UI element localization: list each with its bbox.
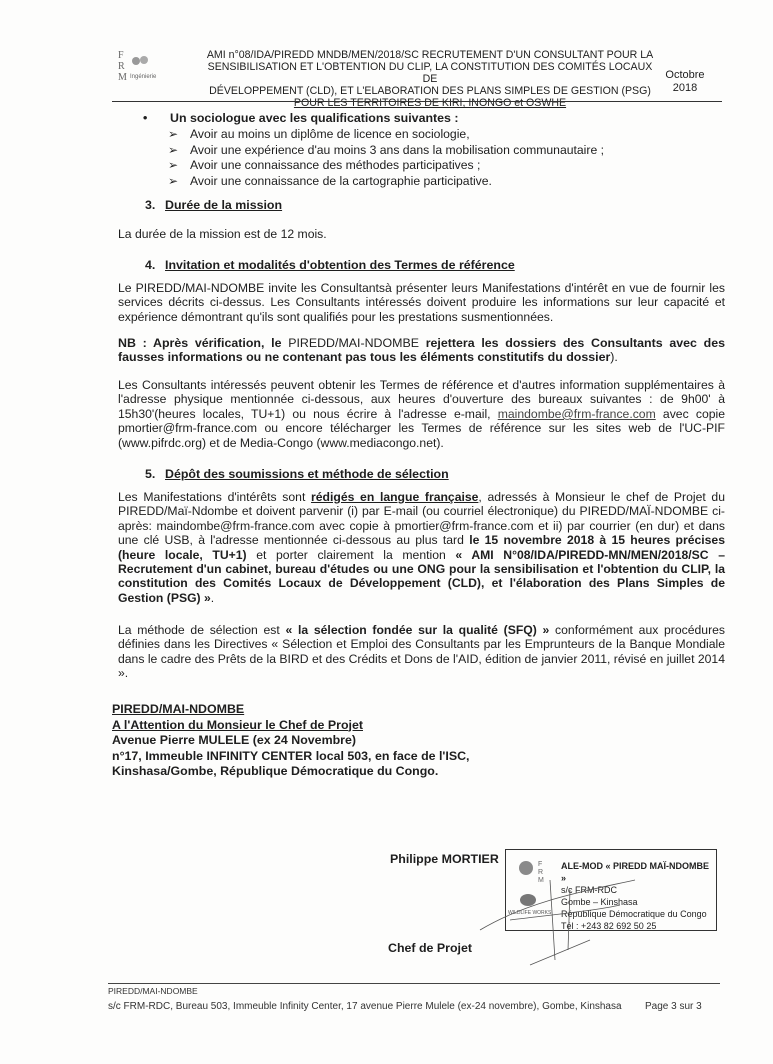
list-item <box>168 143 728 159</box>
paragraph-text: et porter clairement la mention <box>246 547 456 562</box>
stamp-line: République Démocratique du Congo <box>561 909 707 919</box>
selection-method: « la sélection fondée sur la qualité (SFQ) » <box>285 623 550 637</box>
nb-label: NB : <box>118 336 154 350</box>
arrow-icon: ➢ <box>168 142 179 157</box>
nb-text: rejettera les dossiers des Consultants avec des fausses informations ou ne contenant pas tous les éléments constitutifs du dossier <box>118 336 725 365</box>
header-date <box>650 69 720 95</box>
footer-org: PIREDD/MAI-NDOMBE <box>108 986 198 996</box>
sociologue-heading <box>143 111 459 125</box>
language-requirement: rédigés en langue française <box>311 490 479 504</box>
date-year: 2018 <box>672 82 698 94</box>
frm-logo <box>116 50 176 90</box>
section-3-heading <box>145 198 282 212</box>
paragraph-text: Les Consultants intéressés peuvent obtenir les Termes de référence et d'autres information supplémentaires à l'adresse physique mentionnée ci-dessous, aux heures d'ouverture des bureaux suivantes : de 9h00' à 15h30'(heures locales, TU+1) ou nous écrire à l'adresse e-mail, <box>118 378 725 421</box>
address-block <box>112 702 469 780</box>
duration-text: La durée de la mission est de 12 mois. <box>118 227 327 241</box>
date-month: Octobre <box>665 69 705 81</box>
logo-caption: Ingénierie <box>130 74 157 80</box>
section-number: 4. <box>145 258 156 272</box>
arrow-icon: ➢ <box>168 127 179 141</box>
address-line: Avenue Pierre MULELE (ex 24 Novembre) <box>112 733 356 747</box>
deadline: le 15 novembre 2018 à 15 heures précises (heure locale, TU+1) <box>118 533 725 562</box>
logo-letter: F <box>118 50 124 61</box>
subject-mention: « AMI N°08/IDA/PIREDD-MN/MEN/2018/SC – Recrutement d'un cabinet, bureau d'études ou une ONG pour la sensibilisation et l'obtention du CLIP, la constitution des Comités Locaux de Développement (CLD), et l'élaboration des Plans Simples de Gestion (PSG) » <box>118 547 725 605</box>
arrow-icon: ➢ <box>168 173 179 188</box>
submission-paragraph <box>118 490 725 605</box>
email-link[interactable]: maindombe@frm-france.com <box>497 406 656 421</box>
section-title: Invitation et modalités d'obtention des Termes de référence <box>165 258 515 272</box>
document-title <box>205 49 655 109</box>
list-item-text: Avoir une expérience d'au moins 3 ans dans la mobilisation communautaire ; <box>190 142 604 157</box>
list-item <box>168 158 728 174</box>
selection-method-paragraph <box>118 623 725 681</box>
invitation-paragraph: Le PIREDD/MAI-NDOMBE invite les Consultantsà présenter leurs Manifestations d'intérêt en vue de fournir les services décrits ci-dessus. Les Consultants intéressés doivent produire les informations sur leur capacité et expérience démontrant qu'ils sont qualifiés pour les prestations susmentionnées. <box>118 281 725 324</box>
section-4-heading <box>145 258 515 272</box>
arrow-icon: ➢ <box>168 158 179 172</box>
stamp-line: ALE-MOD « PIREDD MAÏ-NDOMBE » <box>561 861 709 883</box>
list-item-text: Avoir au moins un diplôme de licence en sociologie, <box>190 127 470 141</box>
qualification-list <box>168 127 728 189</box>
list-item-text: Avoir une connaissance de la cartographie participative. <box>190 173 492 188</box>
address-org: PIREDD/MAI-NDOMBE <box>112 702 245 716</box>
sociologue-heading-text: Un sociologue avec les qualifications suivantes : <box>170 111 459 125</box>
section-number: 3. <box>145 198 156 212</box>
list-item <box>168 127 728 143</box>
footer-address: s/c FRM-RDC, Bureau 503, Immeuble Infinity Center, 17 avenue Pierre Mulele (ex-24 novembre), Gombe, Kinshasa <box>108 1001 622 1012</box>
stamp-line: Tél : +243 82 692 50 25 <box>561 921 657 931</box>
stamp-line: s/c FRM-RDC <box>561 885 617 895</box>
header-divider <box>112 101 722 102</box>
list-item-text: Avoir une connaissance des méthodes participatives ; <box>190 158 481 172</box>
section-title: Durée de la mission <box>165 198 283 212</box>
section-title: Dépôt des soumissions et méthode de sélection <box>165 467 449 481</box>
paragraph-text: La méthode de sélection est <box>118 623 286 637</box>
logo-letter: R <box>118 61 125 72</box>
logo-letters <box>118 50 127 83</box>
stamp-line: Gombe – Kinshasa <box>561 897 638 907</box>
paragraph-text: Les Manifestations d'intérêts sont <box>118 490 312 504</box>
world-map-icon <box>130 54 150 68</box>
signatory-role: Chef de Projet <box>388 941 472 955</box>
bullet-icon: • <box>143 111 148 125</box>
paragraph-text: conformément aux procédures définies dans les Directives « Sélection et Emploi des Consultants par les Emprunteurs de la Banque Mondiale dans le cadre des Prêts de la BIRD et des Crédits et Dons de l'AID, édition de janvier 2011, révisé en juillet 2014 ». <box>118 623 726 681</box>
section-5-heading <box>145 467 449 481</box>
nb-org: PIREDD/MAI-NDOMBE <box>288 336 419 350</box>
title-line: AMI n°08/IDA/PIREDD MNDB/MEN/2018/SC RECRUTEMENT D'UN CONSULTANT POUR LA <box>206 49 654 61</box>
footer-divider <box>108 983 720 984</box>
logo-letter: M <box>118 72 127 83</box>
svg-text:F: F <box>538 861 543 868</box>
paragraph-text: . <box>210 590 215 605</box>
list-item <box>168 174 728 190</box>
nb-paragraph <box>118 336 725 365</box>
paragraph-text: , adressés à Monsieur le chef de Projet du PIREDD/Maï-Ndombe et doivent parvenir (i) par E-mail (ou courriel électronique) du PIREDD/MAÏ-NDOMBE ci-après: maindombe@frm-france.com avec copie à pmortier@frm-france.com et ii) par courrier (en dur) et dans une clé USB, à l'adresse mentionnée ci-dessous au plus tard <box>118 490 725 548</box>
svg-text:M: M <box>538 877 544 884</box>
address-line: Kinshasa/Gombe, République Démocratique du Congo. <box>112 764 439 778</box>
handwritten-signature <box>470 860 640 970</box>
stamp-logo-text: WILDLIFE WORKS <box>508 910 552 916</box>
address-attention: A l'Attention du Monsieur le Chef de Projet <box>112 717 363 732</box>
paragraph-text: avec copie pmortier@frm-france.com ou encore télécharger les Termes de référence sur les sites web de l'UC-PIF (www.pifrdc.org) et de Media-Congo (www.mediacongo.net). <box>118 406 725 450</box>
terms-paragraph <box>118 378 725 450</box>
title-line: SENSIBILISATION ET L'OBTENTION DU CLIP, LA CONSTITUTION DES COMITÉS LOCAUX DE <box>207 61 653 85</box>
nb-text: Après vérification, le <box>153 336 289 350</box>
title-line: POUR LES TERRITOIRES DE KIRI, INONGO et OSWHE <box>293 97 567 109</box>
title-line: DÉVELOPPEMENT (CLD), ET L'ELABORATION DES PLANS SIMPLES DE GESTION (PSG) <box>209 85 651 97</box>
nb-text: ). <box>610 350 618 365</box>
page-number: Page 3 sur 3 <box>645 1001 702 1012</box>
signatory-name: Philippe MORTIER <box>390 852 499 866</box>
section-number: 5. <box>145 467 156 481</box>
svg-text:R: R <box>538 869 544 876</box>
address-line: n°17, Immeuble INFINITY CENTER local 503, en face de l'ISC, <box>112 748 470 763</box>
